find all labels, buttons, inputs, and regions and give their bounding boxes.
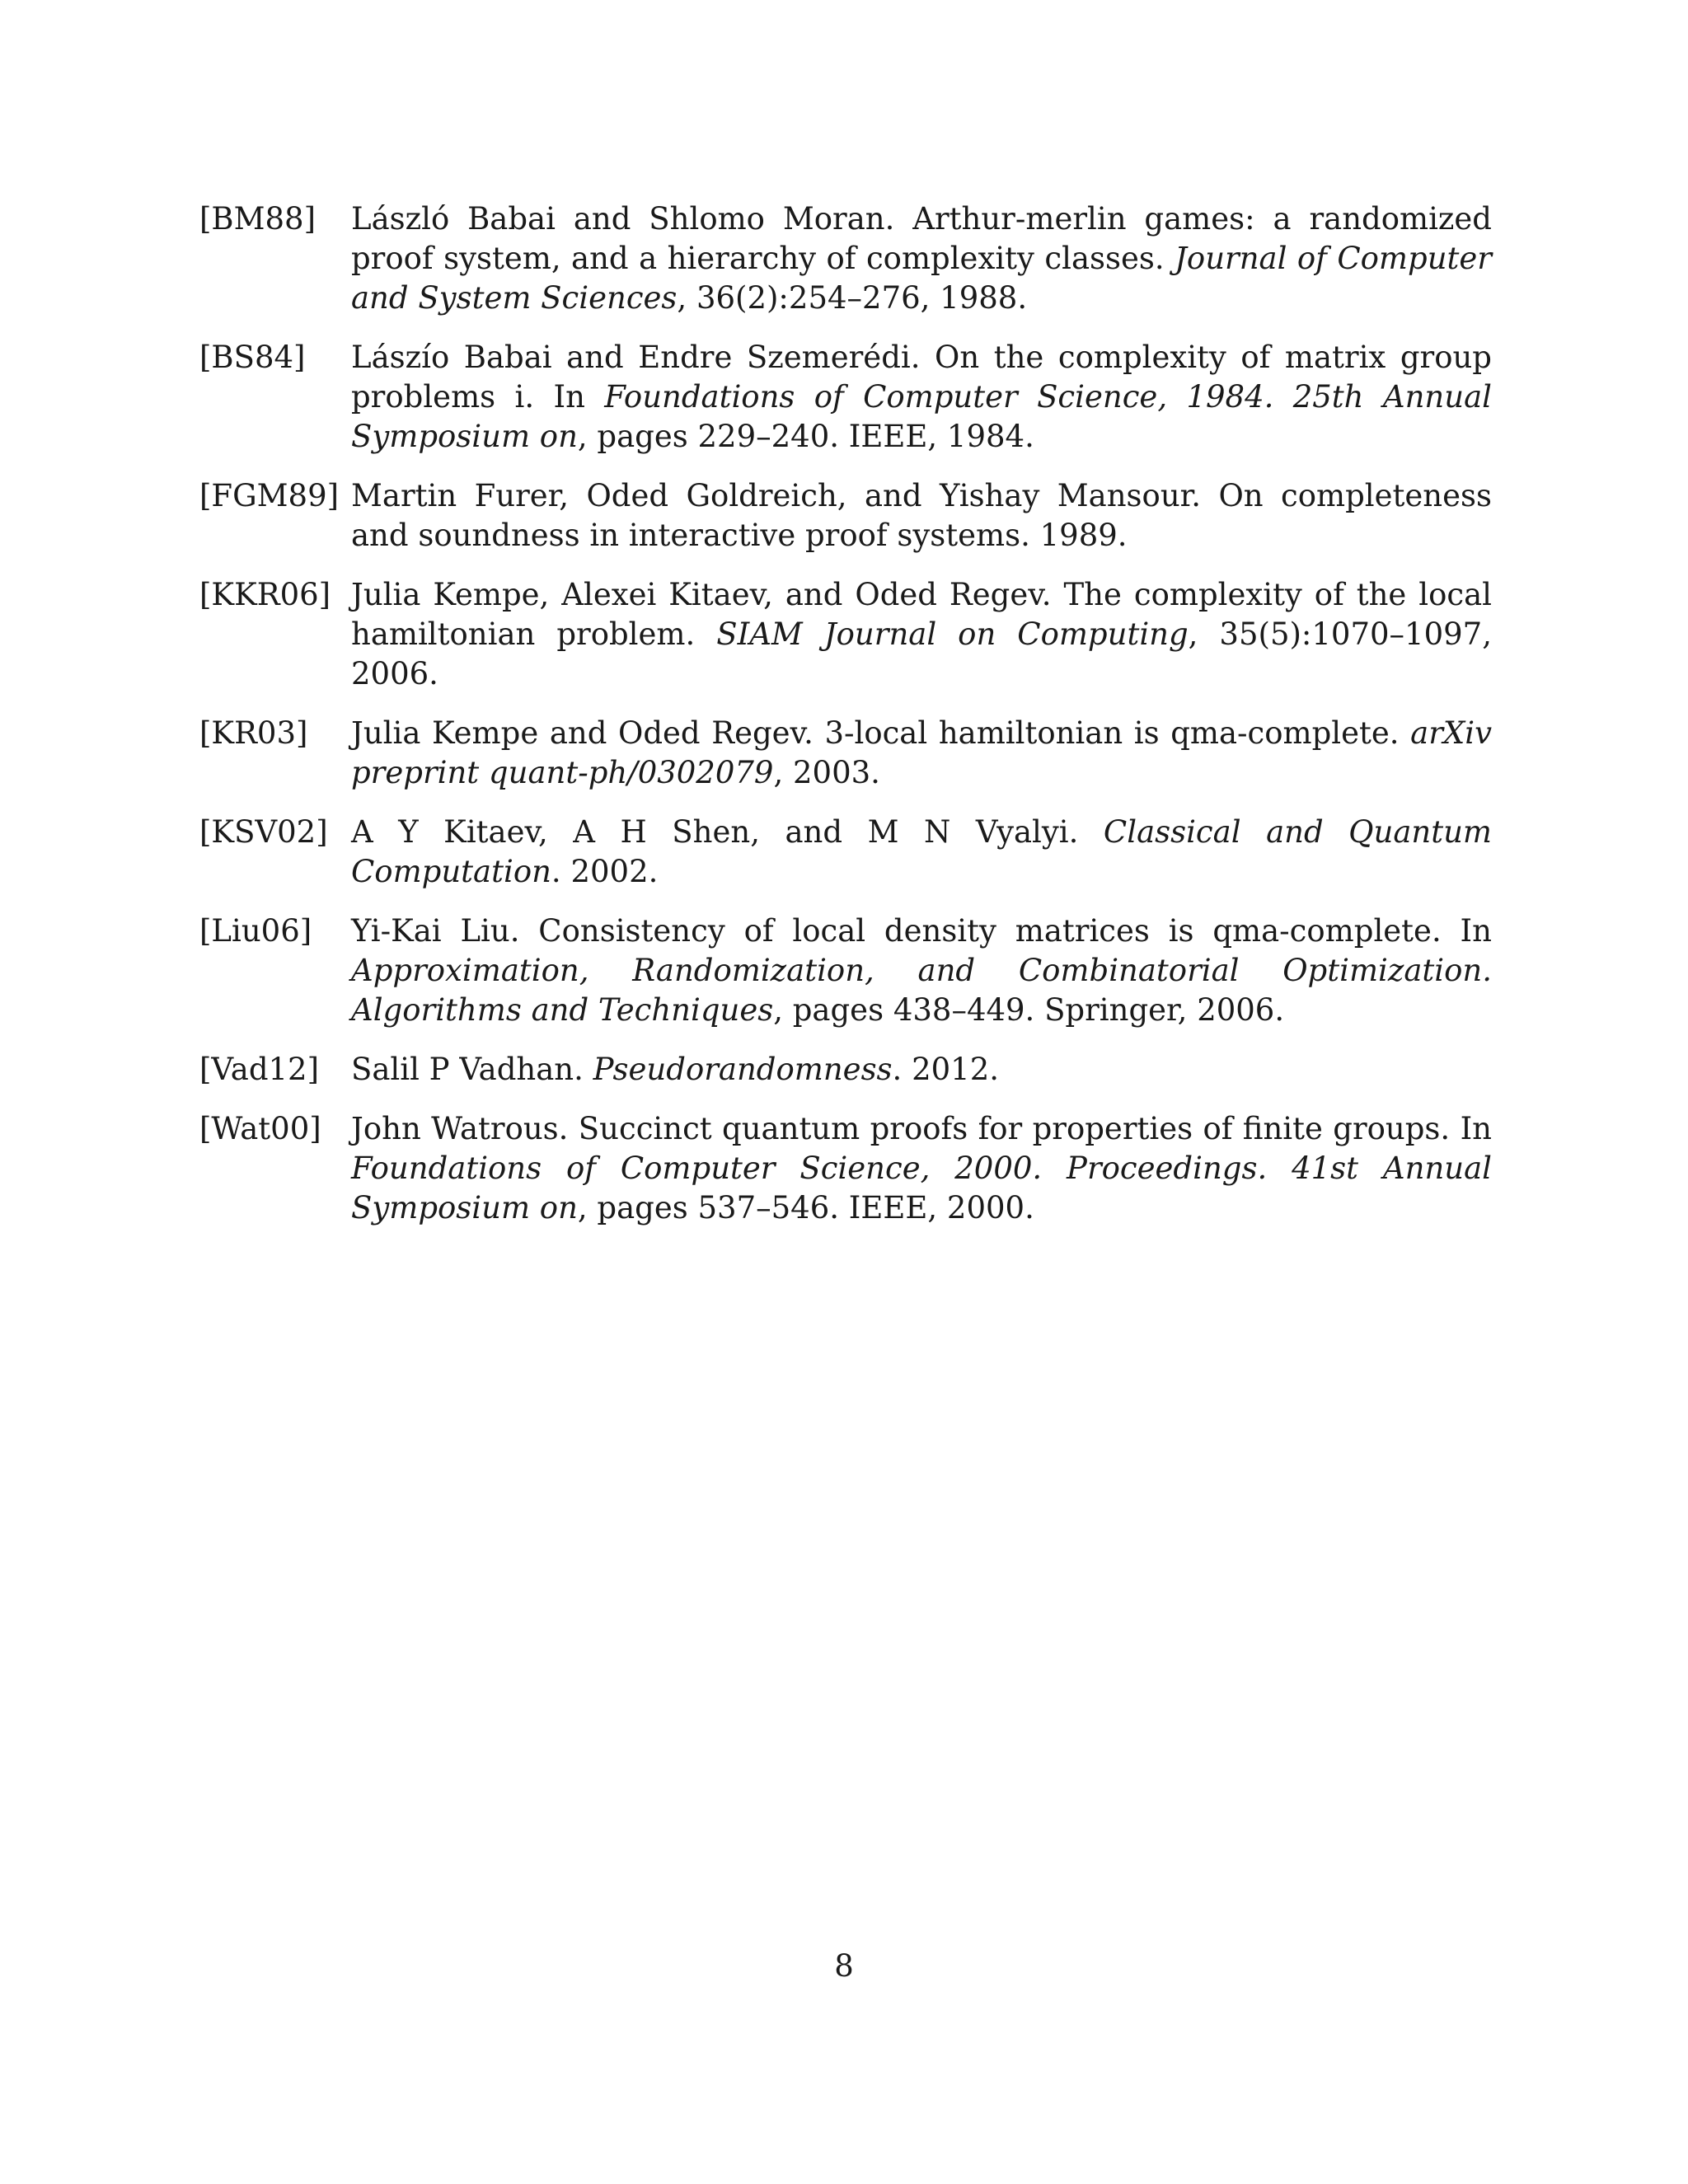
reference-venue: arXiv preprint quant-ph/0302079 xyxy=(351,715,1492,790)
reference-details: , 2003. xyxy=(773,755,880,790)
reference-venue: Classical and Quantum Computation xyxy=(351,814,1492,889)
reference-authors: Martin Furer, Oded Goldreich, and Yishay Mansour. xyxy=(351,478,1219,513)
reference-text xyxy=(351,476,1492,555)
reference-bs84 xyxy=(199,338,1492,457)
reference-details: 1989. xyxy=(1039,518,1128,553)
reference-text xyxy=(351,912,1492,1030)
reference-venue-prefix: In xyxy=(1460,913,1492,949)
reference-title: Succinct quantum proofs for properties of finite groups. xyxy=(578,1111,1461,1146)
reference-key: [Wat00] xyxy=(199,1111,321,1146)
reference-authors: John Watrous. xyxy=(351,1111,579,1146)
reference-liu06 xyxy=(199,912,1492,1030)
reference-authors: Salil P Vadhan. xyxy=(351,1052,593,1087)
reference-fgm89 xyxy=(199,476,1492,555)
reference-title: 3-local hamiltonian is qma-complete. xyxy=(824,715,1411,751)
reference-details: . 2012. xyxy=(892,1052,999,1087)
reference-key: [KSV02] xyxy=(199,814,328,850)
reference-venue: Foundations of Computer Science, 1984. 25th Annual Symposium on xyxy=(351,379,1492,454)
reference-title: Arthur-merlin games: a randomized proof system, and a hierarchy of complexity classes. xyxy=(351,201,1492,276)
reference-text xyxy=(351,1109,1492,1228)
reference-authors: Yi-Kai Liu. xyxy=(351,913,539,949)
reference-authors: Julia Kempe, Alexei Kitaev, and Oded Regev. xyxy=(351,577,1064,612)
reference-details: , pages 438–449. Springer, 2006. xyxy=(773,992,1285,1028)
reference-venue-prefix: In xyxy=(1460,1111,1493,1146)
reference-authors: A Y Kitaev, A H Shen, and M N Vyalyi. xyxy=(351,814,1104,850)
reference-details: , 35(5):1070–1097, 2006. xyxy=(351,616,1492,691)
reference-text xyxy=(351,338,1492,457)
reference-authors: Lászío Babai and Endre Szemerédi. xyxy=(351,340,935,375)
reference-key: [Vad12] xyxy=(199,1052,320,1087)
reference-authors: Julia Kempe and Oded Regev. xyxy=(351,715,825,751)
reference-text xyxy=(351,714,1492,793)
reference-details: , pages 537–546. IEEE, 2000. xyxy=(577,1190,1034,1226)
page-number: 8 xyxy=(834,1948,854,1984)
reference-key: [BM88] xyxy=(199,201,316,237)
reference-kr03 xyxy=(199,714,1492,793)
reference-title: On the complexity of matrix group problems i. xyxy=(351,340,1492,415)
reference-venue-prefix: In xyxy=(553,379,605,415)
reference-venue: SIAM Journal on Computing xyxy=(716,616,1189,652)
reference-key: [KKR06] xyxy=(199,577,331,612)
reference-bm88 xyxy=(199,199,1492,318)
reference-wat00 xyxy=(199,1109,1492,1228)
reference-venue: Pseudorandomness xyxy=(593,1052,893,1087)
reference-venue: Approximation, Randomization, and Combinatorial Optimization. Algorithms and Techniques xyxy=(351,953,1492,1028)
reference-key: [BS84] xyxy=(199,340,306,375)
reference-details: , pages 229–240. IEEE, 1984. xyxy=(577,419,1034,454)
reference-details: . 2002. xyxy=(551,854,659,889)
reference-vad12 xyxy=(199,1050,1492,1090)
reference-key: [Liu06] xyxy=(199,913,312,949)
reference-authors: László Babai and Shlomo Moran. xyxy=(351,201,913,237)
reference-key: [FGM89] xyxy=(199,478,340,513)
reference-title: On completeness and soundness in interactive proof systems. xyxy=(351,478,1492,553)
reference-text xyxy=(351,1050,1492,1090)
reference-ksv02 xyxy=(199,813,1492,892)
reference-details: , 36(2):254–276, 1988. xyxy=(677,280,1028,316)
reference-kkr06 xyxy=(199,575,1492,694)
reference-text xyxy=(351,199,1492,318)
bibliography xyxy=(199,199,1492,1248)
reference-text xyxy=(351,575,1492,694)
reference-title: The complexity of the local hamiltonian problem. xyxy=(351,577,1493,652)
reference-key: [KR03] xyxy=(199,715,308,751)
reference-venue: Foundations of Computer Science, 2000. Proceedings. 41st Annual Symposium on xyxy=(351,1151,1492,1226)
reference-title: Consistency of local density matrices is qma-complete. xyxy=(538,913,1461,949)
reference-venue: Journal of Computer and System Sciences xyxy=(351,241,1492,316)
reference-text xyxy=(351,813,1492,892)
